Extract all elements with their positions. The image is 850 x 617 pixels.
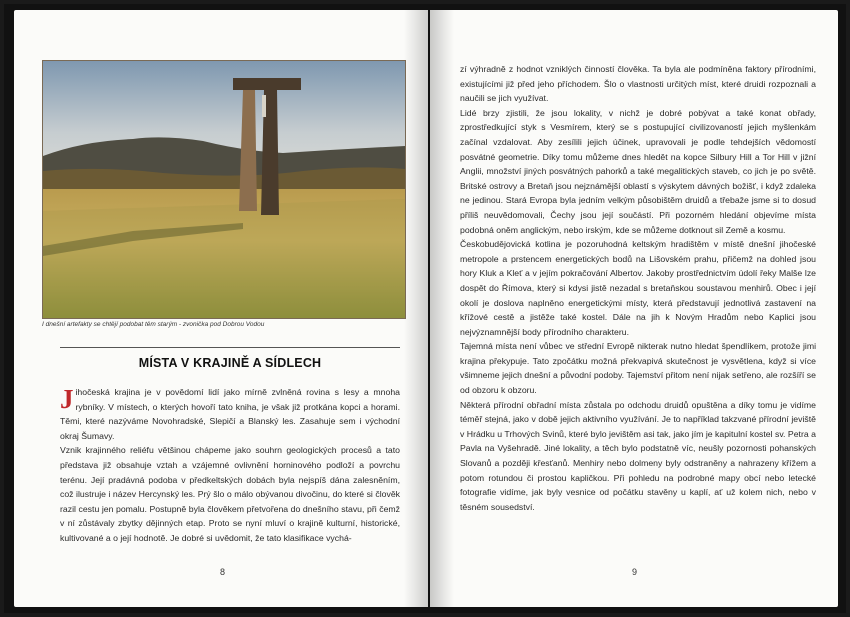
paragraph: Některá přírodní obřadní místa zůstala po odchodu druidů opuštěna a díky tomu je vidíme téměř stejná, jako v době jejich aktivního využívání. Je to například takzvané přírodní jeviště v Hrádku u Trhových Svinů, které bylo jevištěm asi tak, jako jím je kapitulní kostel sv. Petra a Pavla na Vyšehradě. Jiné lokality, a těch bylo podstatně víc, neušly pozornosti pohanských Slovanů a později křesťanů. Menhiry nebo dolmeny byly odstraněny a nahrazeny křížem a potom rotundou či prostou kapličkou. Při pohledu na podrobné mapy obcí nebo letecké fotografie vidíme, jak byly vesnice od počátku stavěny u kaplí, ať už kolem nich, nebo v těsném sousedství. bbox=[460, 399, 816, 512]
photo-caption: I dnešní artefakty se chtějí podobat těm starým - zvonička pod Dobrou Vodou bbox=[42, 321, 265, 328]
paragraph: Vznik krajinného reliéfu většinou chápeme jako souhrn geologických procesů a tato představa již obsahuje vztah a vzájemné ovlivnění horninového podloží a povrchu terénu. Její pradávná podoba v předkeltských dobách byla nejspíš dána zalesněním, což ilustruje i název Hercynský les. Prý šlo o málo obývanou divočinu, do které si člověk razil cestu jen pomalu. Postupně byla člověkem přetvořena do dnešního stavu, při čemž v ní zůstávaly zbytky dějinných etap. Proto se nyní mluví o krajině kulturní, historické, kultivované a o její hodnotě. Je dobré si uvědomit, že tato klasifikace vychá- bbox=[60, 445, 400, 543]
left-page-text bbox=[60, 385, 400, 546]
right-page-text bbox=[460, 62, 816, 514]
paragraph: Tajemná místa není vůbec ve střední Evropě nikterak nutno hledat špendlíkem, protože jimi krajina překypuje. Tato zpočátku možná překvapivá skutečnost je vysvětlena, když si více všimneme jejich dnešní a původní podoby. Tajemství přitom není nijak setřeno, ale rozšíří se od obzoru k obzoru. bbox=[460, 341, 816, 396]
paragraph: Českobudějovická kotlina je pozoruhodná keltským hradištěm v místě dnešní jihočeské metropole a prstencem energetických bodů na Lišovském prahu, přičemž na dohled jsou hory Kluk a Kleť a v jejím pokračování Albertov. Jakoby prostřednictvím údolí řeky Malše lze dospět do Římova, který si kdysi jistě nezadal s bretaňskou soustavou menhirů. Obec i její okolí je doslova naplněno energetickými místy, která představují jednotlivá zastavení na křížové cestě a jistěže také kostel. Dále na jih k Novým Hradům nebo Kaplici jsou nejvýznamnější body přírodního charakteru. bbox=[460, 239, 816, 337]
paragraph: zí výhradně z hodnot vzniklých činností člověka. Ta byla ale podmíněna faktory přírodními, existujícími již před jeho příchodem. Šlo o vlastnosti určitých míst, které druidi rozpoznali a naučili se jich využívat. bbox=[460, 64, 816, 104]
bell-tower-artifact-image bbox=[43, 61, 405, 318]
paragraph: Lidé brzy zjistili, že jsou lokality, v nichž je dobré pobývat a také konat obřady, zprostředkující styk s Vesmírem, který se s postupující civilizovaností jejich myšlenkám začínal vzdalovat. Aby zesílili jejich účinek, upravovali je podle tehdejších vědomostí posvátné geometrie. Díky tomu můžeme dnes hledět na kopce Silbury Hill a Tor Hill v jižní Anglii, množství jiných posvátných pahorků a také megalitických staveb, co jich je po světě. Britské ostrovy a Bretaň jsou nejznámější oblastí s výskytem dávných božišť, i když zdaleka ne jedinou. Stará Evropa byla jedním velkým působištěm druidů a třebaže jsme si to dosud příliš neuvědomovali, Čechy jsou její součástí. Při pozorném hledání objevíme místa podobná oněm anglickým, nebo irským, kde se můžeme dotknout sil Země a kosmu. bbox=[460, 107, 816, 235]
page-number: 9 bbox=[632, 567, 638, 577]
heading-divider bbox=[60, 347, 400, 348]
dropcap-letter: J bbox=[60, 384, 74, 414]
book-spread bbox=[4, 4, 846, 613]
gutter-shadow bbox=[430, 10, 454, 607]
landscape-photo bbox=[42, 60, 406, 319]
gutter-shadow bbox=[404, 10, 428, 607]
section-heading: MÍSTA V KRAJINĚ A SÍDLECH bbox=[138, 356, 322, 370]
right-page bbox=[430, 10, 838, 607]
left-page bbox=[14, 10, 428, 607]
page-number: 8 bbox=[220, 567, 226, 577]
paragraph: Jihočeská krajina je v povědomí lidí jako mírně zvlněná rovina s lesy a mnoha rybníky. V místech, o kterých hovoří tato kniha, je však již protkána kopci a horami. Těmi, které nazýváme Novohradské, Slepičí a Blanský les. Zasahuje sem i východní okraj Šumavy. bbox=[60, 384, 400, 441]
